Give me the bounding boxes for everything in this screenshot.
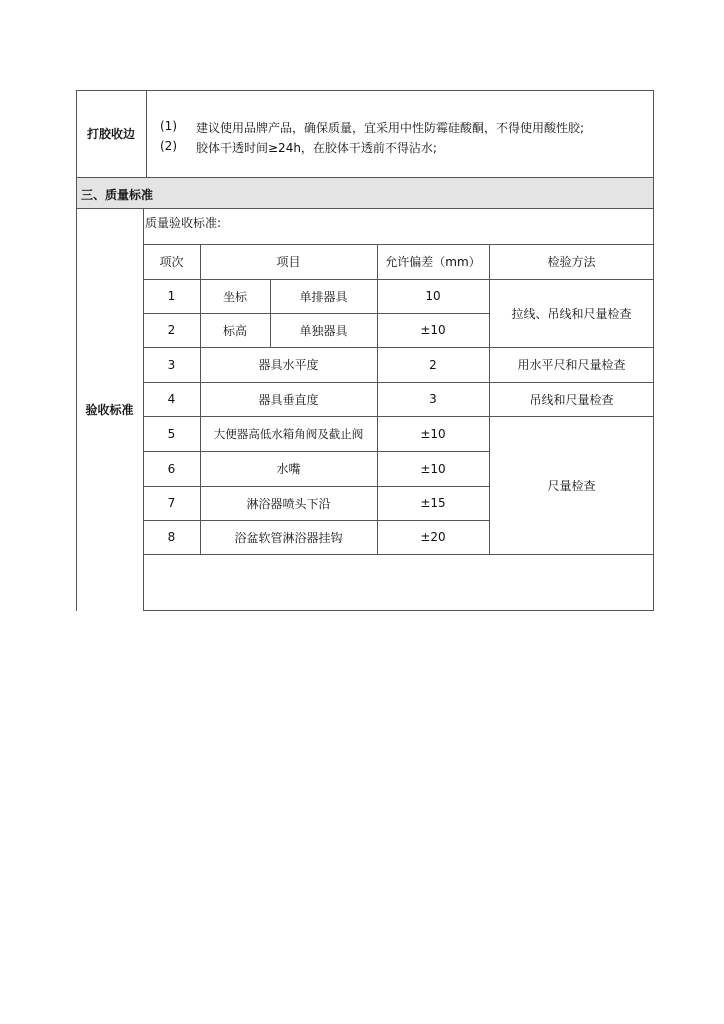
section-title: 三、质量标准 (81, 188, 154, 202)
method-row-4: 吊线和尺量检查 (529, 392, 614, 407)
row-6-no: 6 (167, 461, 176, 476)
row-5-no: 5 (167, 426, 176, 441)
sealing-item-1-text: 建议使用品牌产品，确保质量，宜采用中性防霉硅酸酮，不得使用酸性胶; (196, 121, 585, 135)
row-2-tolerance: ±10 (420, 323, 446, 337)
sealing-item-2-number: (2) (160, 139, 177, 153)
sealing-item-2-text: 胶体干透时间≥24h，在胶体干透前不得沾水; (196, 141, 437, 155)
row-6-tolerance: ±10 (420, 461, 446, 476)
row-4-no: 4 (167, 392, 176, 406)
section-header-background (76, 177, 654, 208)
row-3-no: 3 (167, 357, 176, 372)
section-header-bottom-border (76, 208, 654, 209)
row-3-item: 器具水平度 (258, 358, 319, 372)
row-4-tolerance: 3 (429, 392, 437, 406)
row-6-item: 水嘴 (276, 462, 301, 476)
row-1-item-b: 单排器具 (299, 289, 348, 304)
sealing-label: 打胶收边 (86, 127, 135, 141)
grid-line (143, 554, 654, 555)
row-7-no: 7 (167, 496, 176, 510)
row-3-tolerance: 2 (429, 357, 437, 372)
table-top-border (76, 90, 654, 91)
row-2-item-b: 单独器具 (299, 323, 348, 338)
table-bottom-border (143, 610, 654, 611)
method-row-3: 用水平尺和尺量检查 (517, 358, 626, 372)
row-2-item-a: 标高 (222, 323, 247, 338)
label-column-divider-top (146, 90, 147, 177)
header-no: 项次 (159, 255, 184, 269)
sealing-item-1-number: (1) (160, 119, 177, 133)
header-tolerance: 允许偏差（mm） (385, 255, 481, 269)
row-5-item: 大便器高低水箱角阀及截止阀 (213, 426, 364, 441)
row-5-tolerance: ±10 (420, 426, 446, 441)
method-rows-1-2: 拉线、吊线和尺量检查 (511, 306, 632, 321)
row-1-no: 1 (167, 289, 176, 303)
section-header-top-border (76, 177, 654, 178)
acceptance-label: 验收标准 (85, 403, 134, 417)
row-2-no: 2 (167, 323, 176, 337)
row-8-no: 8 (167, 530, 176, 544)
row-7-item: 淋浴器喷头下沿 (246, 496, 331, 511)
row-1-item-a: 坐标 (222, 289, 247, 304)
row-4-item: 器具垂直度 (258, 392, 319, 407)
header-method: 检验方法 (547, 255, 596, 269)
acceptance-intro: 质量验收标准: (145, 216, 222, 230)
method-rows-5-8: 尺量检查 (547, 478, 596, 493)
row-7-tolerance: ±15 (420, 496, 446, 510)
row-8-tolerance: ±20 (420, 530, 446, 544)
header-item: 项目 (276, 255, 301, 269)
row-8-item: 浴盆软管淋浴器挂钩 (234, 530, 343, 545)
row-1-tolerance: 10 (425, 289, 441, 303)
